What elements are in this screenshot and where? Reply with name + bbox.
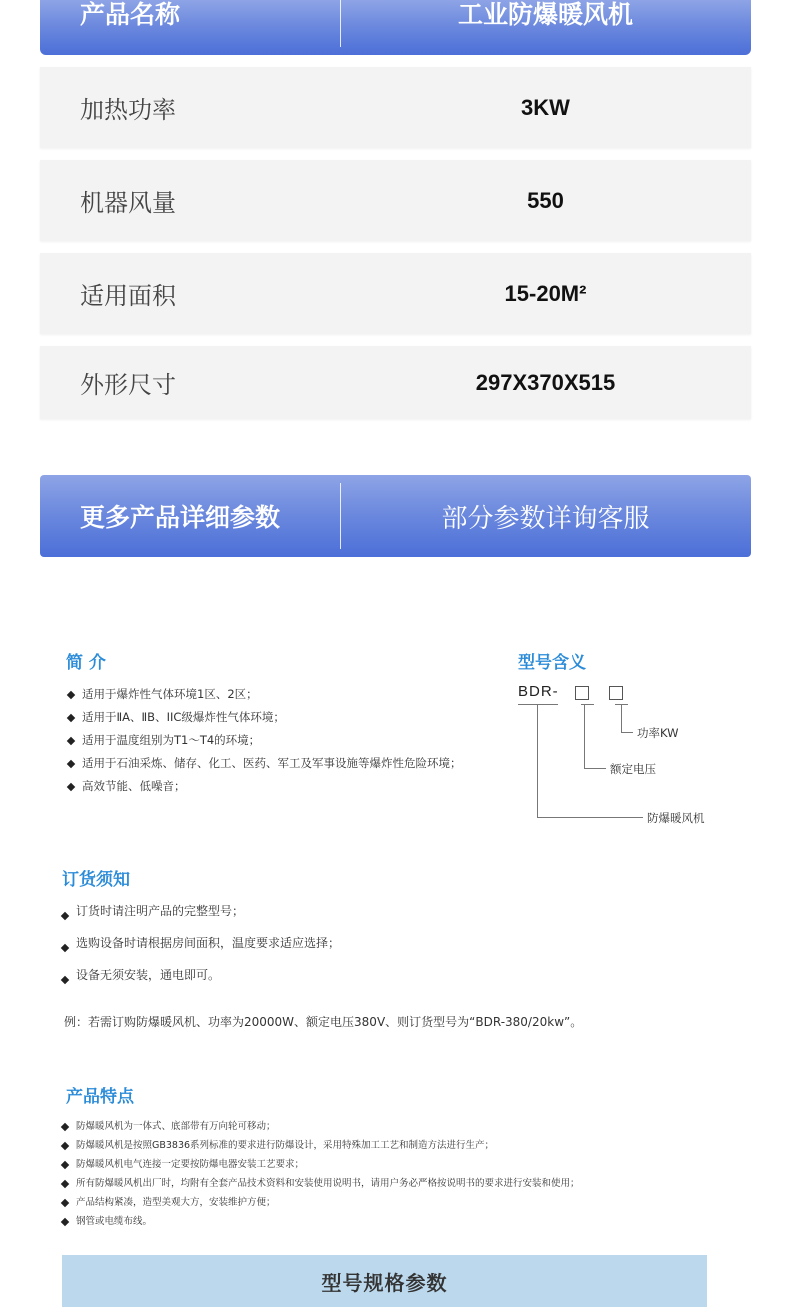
spec-value: 297X370X515: [475, 369, 616, 395]
power-placeholder-box: [609, 686, 623, 700]
list-item: 订货时请注明产品的完整型号；: [62, 900, 340, 932]
list-item: 适用于石油采炼、储存、化工、医药、军工及军事设施等爆炸性危险环境；: [68, 752, 462, 775]
bullet-icon: [61, 1122, 69, 1130]
list-item: 适用于ⅡA、ⅡB、IIC级爆炸性气体环境；: [68, 706, 462, 729]
list-item: 防爆暖风机为一体式、底部带有万向轮可移动；: [62, 1117, 580, 1136]
more-params-header: [40, 475, 751, 557]
list-item: 设备无须安装，通电即可。: [62, 964, 340, 996]
product-type-label: 防爆暖风机: [647, 811, 705, 825]
features-title: 产品特点: [66, 1087, 134, 1107]
connector-line: [584, 704, 585, 768]
model-spec-banner: 型号规格参数: [62, 1255, 707, 1307]
bullet-icon: [61, 1160, 69, 1168]
spec-label: 外形尺寸: [80, 371, 176, 399]
spec-row-airflow: [40, 160, 751, 241]
list-item: 适用于温度组别为T1～T4的环境；: [68, 729, 462, 752]
bullet-icon: [61, 1217, 69, 1225]
bullet-icon: [61, 1179, 69, 1187]
spec-row-area: [40, 253, 751, 334]
connector-line: [621, 732, 633, 733]
list-item: 防爆暖风机电气连接一定要按防爆电器安装工艺要求；: [62, 1155, 580, 1174]
bullet-icon: [67, 713, 75, 721]
spec-label: 机器风量: [80, 189, 176, 217]
bullet-icon: [61, 1198, 69, 1206]
product-name-value: 工业防爆暖风机: [457, 0, 633, 29]
spec-label: 加热功率: [80, 96, 176, 124]
ordering-title: 订货须知: [62, 870, 130, 890]
list-item: 产品结构紧凑，造型美观大方，安装维护方便；: [62, 1193, 580, 1212]
product-name-header: [40, 0, 751, 55]
bullet-icon: [67, 690, 75, 698]
intro-list: [68, 683, 462, 798]
bullet-icon: [61, 976, 69, 984]
connector-line: [584, 768, 606, 769]
underline: [581, 704, 594, 705]
product-info-sheet: [0, 600, 790, 1307]
features-list: [62, 1117, 580, 1231]
bullet-icon: [67, 759, 75, 767]
model-code: BDR-: [518, 683, 559, 700]
power-kw-label: 功率KW: [637, 726, 679, 740]
spec-value: 3KW: [521, 94, 570, 120]
model-meaning-title: 型号含义: [518, 653, 586, 673]
list-item: 选购设备时请根据房间面积，温度要求适应选择；: [62, 932, 340, 964]
bullet-icon: [61, 944, 69, 952]
list-item: 钢管或电缆布线。: [62, 1212, 580, 1231]
list-item: 适用于爆炸性气体环境1区、2区；: [68, 683, 462, 706]
voltage-placeholder-box: [575, 686, 589, 700]
more-params-note: 部分参数详询客服: [441, 503, 650, 534]
order-example: 例：若需订购防爆暖风机、功率为20000W、额定电压380V、则订货型号为“BDR-380/20kw”。: [64, 1015, 583, 1029]
list-item: 所有防爆暖风机出厂时，均附有全套产品技术资料和安装使用说明书，请用户务必严格按说明书的要求进行安装和使用；: [62, 1174, 580, 1193]
spec-row-heating-power: [40, 67, 751, 148]
connector-line: [621, 704, 622, 732]
connector-line: [537, 817, 643, 818]
bullet-icon: [61, 912, 69, 920]
bullet-icon: [67, 782, 75, 790]
connector-line: [537, 704, 538, 817]
bullet-icon: [67, 736, 75, 744]
spec-value: 15-20M²: [504, 280, 587, 306]
spec-label: 适用面积: [80, 282, 176, 310]
bullet-icon: [61, 1141, 69, 1149]
list-item: 高效节能、低噪音；: [68, 775, 462, 798]
ordering-list: [62, 900, 340, 996]
intro-title: 简 介: [66, 653, 106, 673]
spec-value: 550: [527, 187, 564, 213]
more-params-label: 更多产品详细参数: [80, 503, 281, 532]
underline: [518, 704, 558, 705]
product-name-label: 产品名称: [80, 0, 181, 29]
rated-voltage-label: 额定电压: [610, 762, 656, 776]
spec-row-dimensions: [40, 346, 751, 419]
list-item: 防爆暖风机是按照GB3836系列标准的要求进行防爆设计，采用特殊加工工艺和制造方法进行生产；: [62, 1136, 580, 1155]
